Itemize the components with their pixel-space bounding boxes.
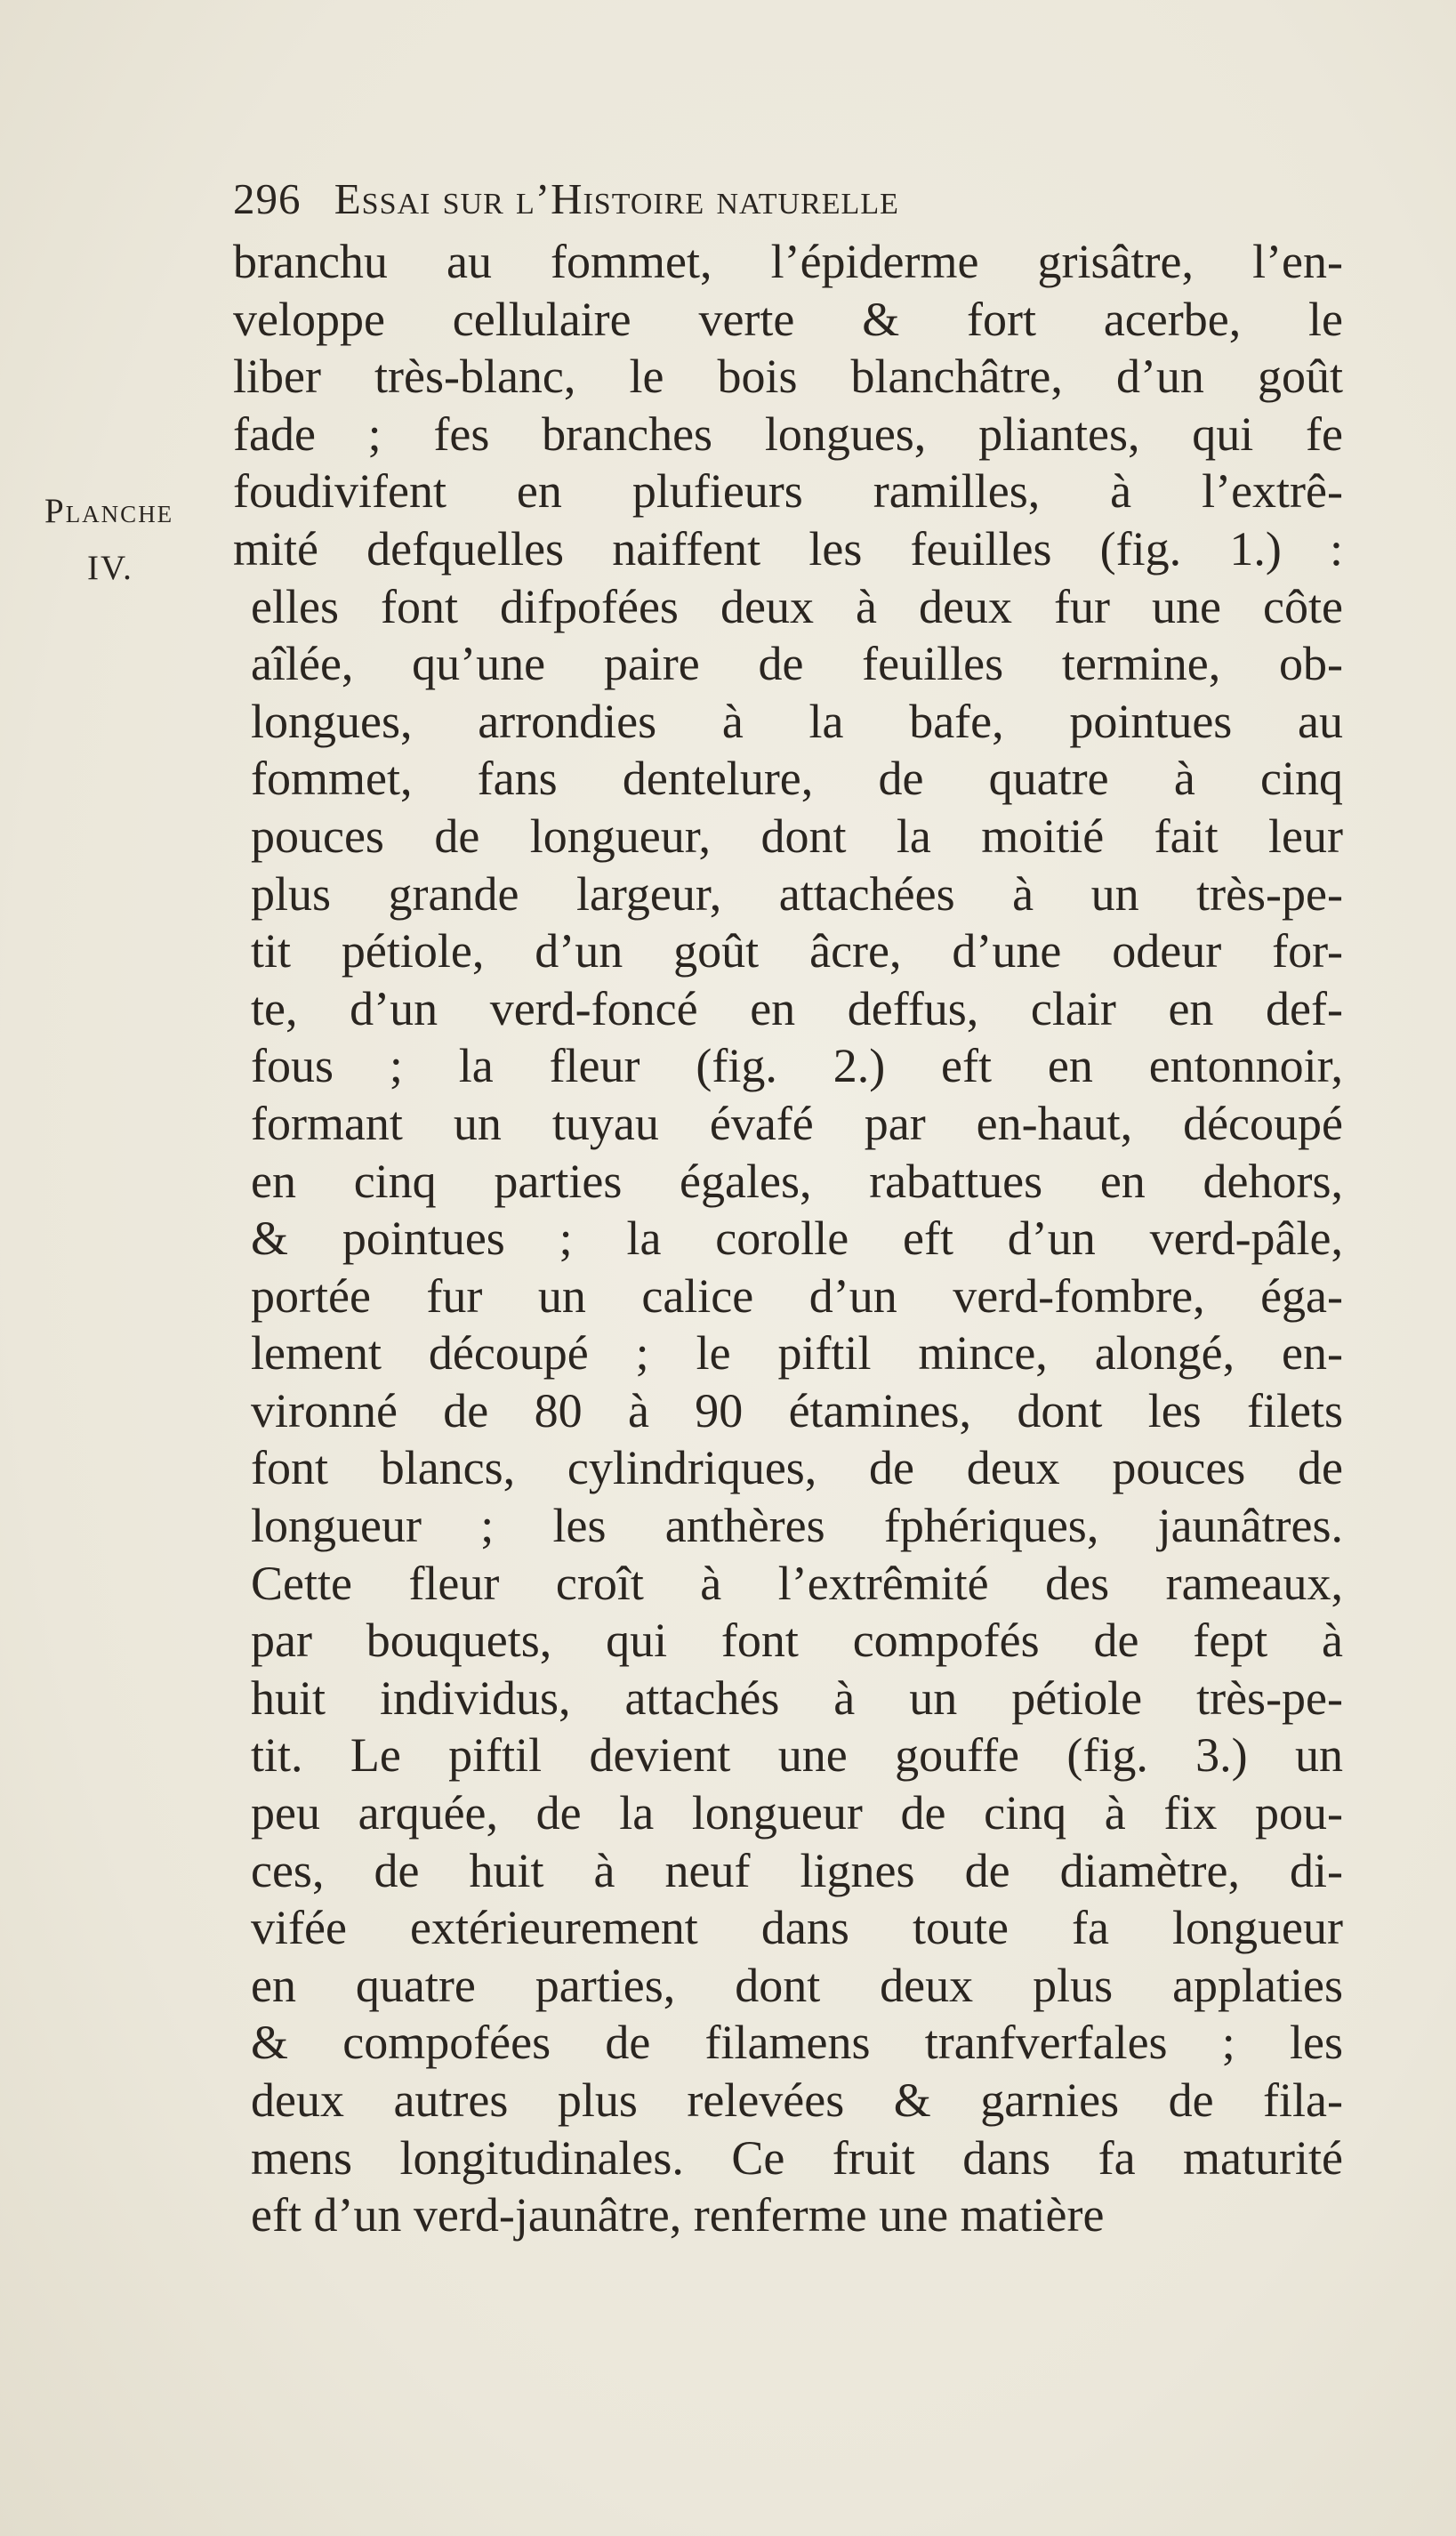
margin-note-plate: [44, 483, 222, 597]
running-header: [233, 171, 1372, 228]
text-line: longueur ; les anthères fphériques, jaunâtres.: [251, 1499, 1343, 1553]
text-line: portée fur un calice d’un verd-fombre, éga-: [251, 1268, 1343, 1323]
text-line: ces, de huit à neuf lignes de diamètre, di-: [251, 1843, 1343, 1897]
running-title: Essai sur l’Histoire naturelle: [334, 174, 899, 223]
text-line: elles font difpofées deux à deux fur une côte: [251, 579, 1343, 633]
text-line: pouces de longueur, dont la moitié fait leur: [251, 809, 1343, 863]
text-line: tit pétiole, d’un goût âcre, d’une odeur for-: [251, 924, 1343, 978]
text-line: branchu au fommet, l’épiderme grisâtre, l’en-: [233, 235, 1343, 288]
text-line: lement découpé ; le piftil mince, alongé, en-: [251, 1326, 1343, 1381]
text-line: par bouquets, qui font compofés de fept à: [251, 1614, 1343, 1668]
text-line: & compofées de filamens tranfverfales ; les: [251, 2016, 1343, 2070]
text-line: fous ; la fleur (fig. 2.) eft en entonnoir,: [251, 1039, 1343, 1093]
text-line: aîlée, qu’une paire de feuilles termine, ob-: [251, 637, 1343, 691]
text-line: formant un tuyau évafé par en-haut, découpé: [251, 1096, 1343, 1150]
text-line: huit individus, attachés à un pétiole très-pe-: [251, 1671, 1343, 1725]
text-line: plus grande largeur, attachées à un très-pe-: [251, 866, 1343, 921]
text-line: longues, arrondies à la bafe, pointues au: [251, 694, 1343, 748]
text-line: te, d’un verd-foncé en deffus, clair en def-: [251, 981, 1343, 1035]
text-line: font blancs, cylindriques, de deux pouces de: [251, 1441, 1343, 1495]
margin-note-label: Planche: [44, 492, 174, 530]
margin-note-number: IV.: [87, 549, 133, 587]
text-line: fade ; fes branches longues, pliantes, qui fe: [233, 407, 1343, 461]
text-line: foudivifent en plufieurs ramilles, à l’extrê-: [233, 464, 1343, 519]
text-line: veloppe cellulaire verte & fort acerbe, le: [233, 292, 1343, 346]
text-line: en cinq parties égales, rabattues en dehors,: [251, 1154, 1343, 1208]
text-line: fommet, fans dentelure, de quatre à cinq: [251, 752, 1343, 806]
text-line: peu arquée, de la longueur de cinq à fix pou-: [251, 1786, 1343, 1840]
text-line: en quatre parties, dont deux plus applaties: [251, 1958, 1343, 2012]
text-line: mité defquelles naiffent les feuilles (fig. 1.) :: [233, 521, 1343, 576]
text-line: Cette fleur croît à l’extrêmité des rameaux,: [251, 1556, 1343, 1610]
text-line: mens longitudinales. Ce fruit dans fa maturité: [251, 2130, 1343, 2185]
text-line: liber très-blanc, le bois blanchâtre, d’un goût: [233, 350, 1343, 404]
text-line: eft d’un verd-jaunâtre, renferme une matière: [251, 2188, 1105, 2242]
text-line: vifée extérieurement dans toute fa longueur: [251, 1901, 1343, 1955]
text-line: deux autres plus relevées & garnies de fila-: [251, 2073, 1343, 2127]
body-text: [233, 233, 1343, 2244]
text-line: vironné de 80 à 90 étamines, dont les filets: [251, 1383, 1343, 1437]
page-number: 296: [233, 174, 302, 223]
text-line: & pointues ; la corolle eft d’un verd-pâle,: [251, 1212, 1343, 1266]
text-line: tit. Le piftil devient une gouffe (fig. 3.) un: [251, 1728, 1343, 1783]
